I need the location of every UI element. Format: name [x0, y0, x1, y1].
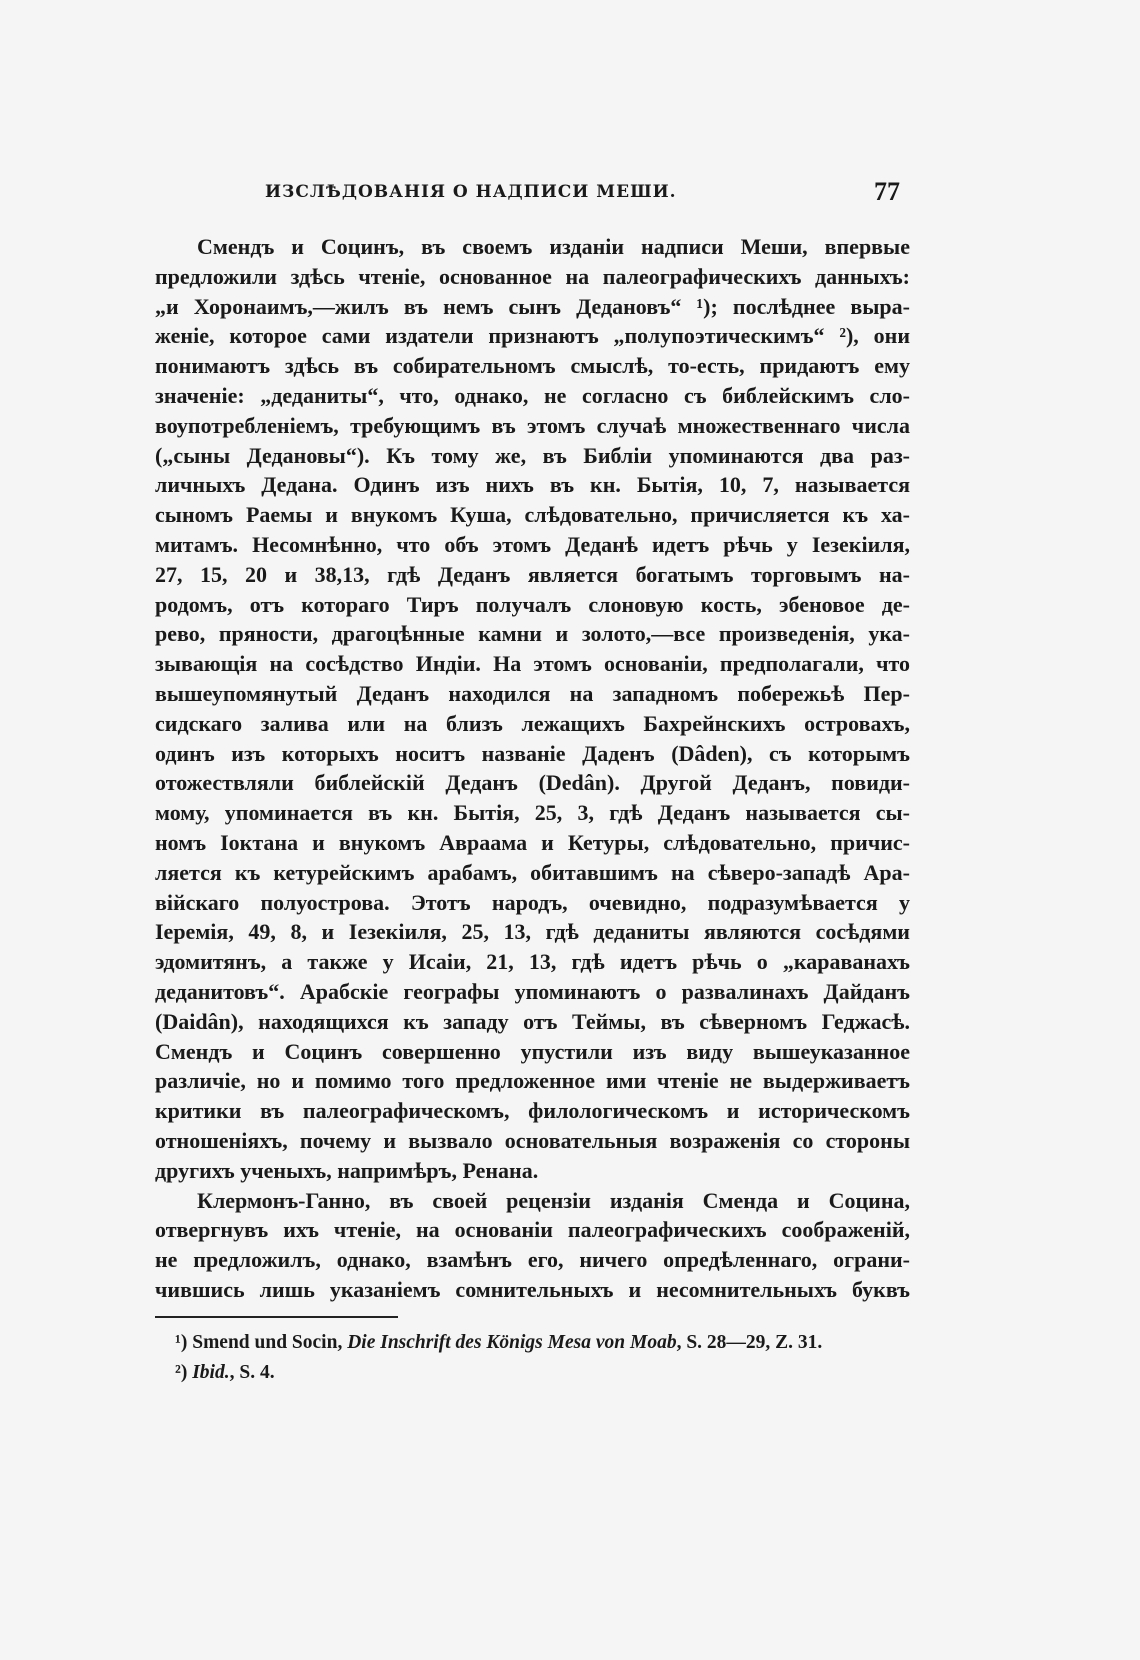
footnote [175, 1358, 915, 1388]
text-line: личныхъ Дедана. Одинъ изъ нихъ въ кн. Бытія, 10, 7, называется [155, 472, 910, 498]
text-line: зывающія на сосѣдство Индіи. На этомъ основаніи, предполагали, что [155, 651, 910, 677]
text-line: деданитовъ“. Арабскіе географы упоминаютъ о развалинахъ Дайданъ [155, 978, 910, 1004]
text-line: Смендъ и Социнъ, въ своемъ изданіи надписи Меши, впервые [197, 234, 910, 259]
footnote-title: Die Inschrift des Königs Mesa von Moab [347, 1332, 677, 1353]
footnote-divider [155, 1316, 398, 1318]
text-line: митамъ. Несомнѣнно, что объ этомъ Деданѣ идетъ рѣчь у Іезекіиля, [155, 531, 910, 557]
text-line: війскаго полуострова. Этотъ народъ, очевидно, подразумѣвается у [155, 889, 910, 915]
text-line: 27, 15, 20 и 38,13, гдѣ Деданъ является богатымъ торговымъ на- [155, 561, 910, 587]
text-line: отвергнувъ ихъ чтеніе, на основаніи палеографическихъ соображеній, [155, 1217, 910, 1243]
text-line: Смендъ и Социнъ совершенно упустили изъ виду вышеуказанное [155, 1038, 910, 1064]
text-line: значеніе: „деданиты“, что, однако, не согласно съ библейскимъ сло- [155, 382, 910, 408]
text-line: вышеупомянутый Деданъ находился на западномъ побережьѣ Пер- [155, 680, 910, 706]
text-line: отожествляли библейскій Деданъ (Dedân). Другой Деданъ, повиди- [155, 770, 910, 796]
text-line: рево, пряности, драгоцѣнные камни и золото,—все произведенія, ука- [155, 621, 910, 647]
footnotes [175, 1328, 915, 1388]
text-line: понимаютъ здѣсь въ собирательномъ смыслѣ, то-есть, придаютъ ему [155, 353, 910, 379]
footnote-ref: , S. 28—29, Z. 31. [676, 1332, 823, 1353]
text-line: не предложилъ, однако, взамѣнъ его, ничего опредѣленнаго, ограни- [155, 1247, 910, 1273]
page-number: 77 [874, 177, 900, 206]
footnote [175, 1328, 915, 1358]
text-line: номъ Іоктана и внукомъ Авраама и Кетуры, слѣдовательно, причис- [155, 829, 910, 855]
main-text [155, 232, 910, 1305]
text-line: отношеніяхъ, почему и вызвало основательныя возраженія со стороны [155, 1127, 910, 1153]
text-line: предложили здѣсь чтеніе, основанное на палеографическихъ данныхъ: [155, 263, 910, 289]
text-line: эдомитянъ, а также у Исаіи, 21, 13, гдѣ идетъ рѣчь о „караванахъ [155, 949, 910, 975]
text-line: сидскаго залива или на близъ лежащихъ Бахрейнскихъ островахъ, [155, 710, 910, 736]
footnote-mark: ²) [175, 1362, 188, 1383]
footnote-title: Ibid. [192, 1362, 230, 1383]
text-line: различіе, но и помимо того предложенное ими чтеніе не выдерживаетъ [155, 1068, 910, 1094]
footnote-mark: ¹) [175, 1332, 188, 1353]
text-line: Іеремія, 49, 8, и Іезекіиля, 25, 13, гдѣ деданиты являются сосѣдями [155, 919, 910, 945]
text-line: ляется къ кетурейскимъ арабамъ, обитавшимъ на сѣверо-западѣ Ара- [155, 859, 910, 885]
text-line: чившись лишь указаніемъ сомнительныхъ и несомнительныхъ буквъ [155, 1276, 910, 1302]
text-line: одинъ изъ которыхъ носитъ названіе Даденъ (Dâden), съ которымъ [155, 740, 910, 766]
text-line: родомъ, отъ котораго Тиръ получалъ слоновую кость, эбеновое де- [155, 591, 910, 617]
text-line: мому, упоминается въ кн. Бытія, 25, 3, гдѣ Деданъ называется сы- [155, 800, 910, 826]
running-title: ИЗСЛѢДОВАНІЯ О НАДПИСИ МЕШИ. [265, 182, 677, 202]
text-line: воупотребленіемъ, требующимъ въ этомъ случаѣ множественнаго числа [155, 412, 910, 438]
text-line: сыномъ Раемы и внукомъ Куша, слѣдовательно, причисляется къ ха- [155, 502, 910, 528]
text-line: другихъ ученыхъ, напримѣръ, Ренана. [155, 1157, 539, 1183]
footnote-ref: , S. 4. [229, 1362, 275, 1383]
footnote-text: Smend und Socin, [192, 1332, 343, 1353]
text-line: („сыны Дедановы“). Къ тому же, въ Библіи упоминаются два раз- [155, 442, 910, 468]
running-header [265, 177, 900, 212]
text-line: Клермонъ-Ганно, въ своей рецензіи изданія Сменда и Социна, [197, 1187, 910, 1213]
text-line: „и Хоронаимъ,—жилъ въ немъ сынъ Дедановъ“ ¹); послѣднее выра- [155, 293, 910, 319]
text-line: критики въ палеографическомъ, филологическомъ и историческомъ [155, 1098, 910, 1124]
text-line: женіе, которое сами издатели признаютъ „полупоэтическимъ“ ²), они [155, 323, 910, 349]
text-line: (Daidân), находящихся къ западу отъ Теймы, въ сѣверномъ Геджасѣ. [155, 1008, 910, 1034]
